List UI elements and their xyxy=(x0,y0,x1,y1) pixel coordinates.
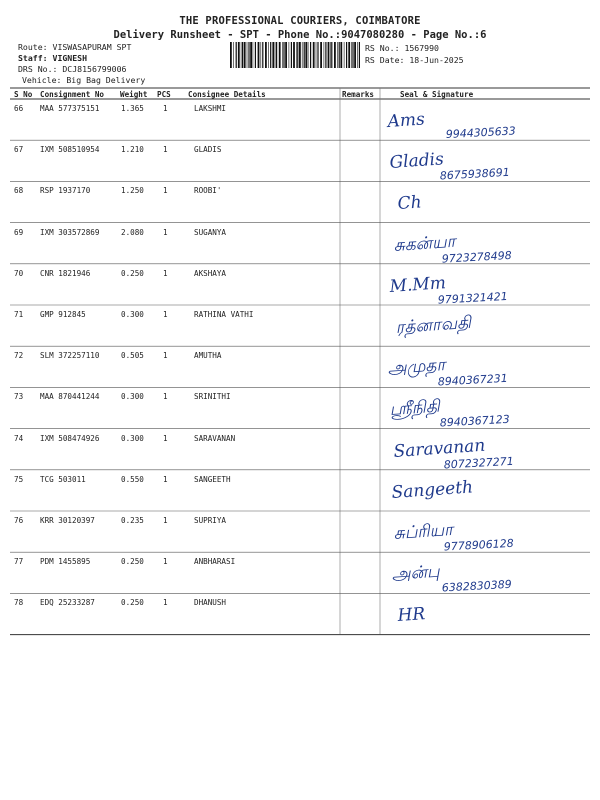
row-consignee: SANGEETH xyxy=(194,474,231,484)
signature-name: சுப்ரியா xyxy=(392,519,454,544)
rs-no-value: 1567990 xyxy=(404,43,439,53)
row-sno: 75 xyxy=(14,474,24,484)
column-header-consignee: Consignee Details xyxy=(188,90,266,99)
row-weight: 2.080 xyxy=(121,227,144,237)
row-consignee: LAKSHMI xyxy=(194,104,227,113)
row-weight: 0.550 xyxy=(121,474,144,484)
signature-phone: 8940367231 xyxy=(437,372,509,389)
column-header-remarks: Remarks xyxy=(342,90,375,99)
row-sno: 68 xyxy=(14,186,24,196)
row-consignment-no: PDM 1455895 xyxy=(40,557,91,567)
row-consignment-no: IXM 508474926 xyxy=(40,433,100,443)
handwritten-signature-image xyxy=(380,268,600,312)
signature xyxy=(380,103,600,147)
signature xyxy=(380,474,600,518)
signature-phone: 9778906128 xyxy=(443,536,515,554)
row-consignee: AKSHAYA xyxy=(194,268,227,278)
signature-name: Ams xyxy=(386,109,426,132)
row-weight: 1.365 xyxy=(121,104,144,113)
handwritten-signature-image xyxy=(380,103,600,147)
row-consignee: SUGANYA xyxy=(194,227,227,237)
rs-date-label: RS Date: xyxy=(365,55,405,65)
signature xyxy=(380,268,600,312)
route-label: Route: xyxy=(18,42,48,52)
column-header-pcs: PCS xyxy=(157,90,171,99)
signature xyxy=(380,144,600,188)
runsheet-subtitle: Delivery Runsheet - SPT - Phone No.:9047080280 - Page No.:6 xyxy=(113,29,487,41)
row-consignment-no: MAA 870441244 xyxy=(40,392,100,402)
row-weight: 0.250 xyxy=(121,598,144,608)
vehicle-label: Vehicle: xyxy=(22,75,62,85)
row-pcs: 1 xyxy=(163,598,168,608)
signature xyxy=(380,597,600,641)
staff-label: Staff: xyxy=(18,53,48,63)
handwritten-signature-image xyxy=(380,433,600,477)
row-consignee: SRINITHI xyxy=(194,392,231,402)
row-pcs: 1 xyxy=(163,268,168,278)
row-sno: 71 xyxy=(14,310,24,319)
row-sno: 74 xyxy=(14,433,24,443)
signature-phone: 8072327271 xyxy=(443,454,515,472)
row-sno: 67 xyxy=(14,145,24,155)
handwritten-signature-image xyxy=(380,227,600,271)
row-weight: 1.210 xyxy=(121,145,144,155)
handwritten-signature-image xyxy=(380,185,600,229)
signature-name: Ch xyxy=(396,192,423,215)
row-consignee: RATHINA VATHI xyxy=(194,310,254,319)
signature xyxy=(380,515,600,559)
row-pcs: 1 xyxy=(163,474,168,484)
handwritten-signature-image xyxy=(380,556,600,600)
row-sno: 72 xyxy=(14,351,24,361)
row-pcs: 1 xyxy=(163,145,168,155)
row-weight: 0.235 xyxy=(121,516,144,525)
row-sno: 73 xyxy=(14,392,24,402)
row-sno: 77 xyxy=(14,557,24,567)
row-pcs: 1 xyxy=(163,227,168,237)
row-consignment-no: IXM 303572869 xyxy=(40,227,100,237)
column-header-signature: Seal & Signature xyxy=(400,90,474,99)
signature-name: அன்பு xyxy=(390,561,441,586)
row-consignee: SARAVANAN xyxy=(194,433,236,443)
signature-name: Saravanan xyxy=(392,435,486,462)
row-pcs: 1 xyxy=(163,557,168,567)
row-consignment-no: IXM 508510954 xyxy=(40,145,100,155)
row-consignee: ROOBI' xyxy=(194,186,222,196)
signature xyxy=(380,227,600,271)
signature-name: அமுதா xyxy=(386,355,446,380)
row-pcs: 1 xyxy=(163,351,168,361)
signature-name: Gladis xyxy=(388,149,445,174)
row-consignment-no: EDQ 25233287 xyxy=(40,598,95,608)
row-pcs: 1 xyxy=(163,186,168,196)
row-consignment-no: GMP 912845 xyxy=(40,310,86,319)
vehicle-value: Big Bag Delivery xyxy=(66,75,146,85)
row-pcs: 1 xyxy=(163,433,168,443)
signature-phone: 9944305633 xyxy=(445,124,517,142)
company-title: THE PROFESSIONAL COURIERS, COIMBATORE xyxy=(179,15,421,27)
drs-value: DCJ8156799006 xyxy=(62,64,127,74)
signature-name: M.Mm xyxy=(388,272,447,297)
signature xyxy=(380,433,600,477)
row-consignment-no: RSP 1937170 xyxy=(40,186,91,196)
row-consignee: SUPRIYA xyxy=(194,516,227,525)
signature-phone: 6382830389 xyxy=(441,578,513,595)
row-pcs: 1 xyxy=(163,392,168,402)
row-consignee: GLADIS xyxy=(194,145,222,155)
rs-date-value: 18-Jun-2025 xyxy=(409,55,464,65)
handwritten-signature-image xyxy=(380,391,600,435)
row-weight: 0.300 xyxy=(121,310,144,319)
row-pcs: 1 xyxy=(163,310,168,319)
signature-phone: 8675938691 xyxy=(439,166,511,183)
row-pcs: 1 xyxy=(163,516,168,525)
column-header-weight: Weight xyxy=(120,90,148,99)
handwritten-signature-image xyxy=(380,515,600,559)
row-consignee: ANBHARASI xyxy=(194,557,236,567)
signature xyxy=(380,556,600,600)
drs-label: DRS No.: xyxy=(18,64,58,74)
rs-no-label: RS No.: xyxy=(365,43,400,53)
signature-name: சுகன்யா xyxy=(392,231,457,256)
row-consignee: DHANUSH xyxy=(194,598,227,608)
row-sno: 70 xyxy=(14,268,24,278)
handwritten-signature-image xyxy=(380,144,600,188)
signature-name: ஸ்ரீநிதி xyxy=(388,396,441,421)
row-weight: 0.300 xyxy=(121,392,144,402)
signature-name: ரத்னாவதி xyxy=(394,312,472,338)
row-weight: 0.250 xyxy=(121,268,144,278)
column-header-sno: S No xyxy=(14,90,33,99)
row-sno: 69 xyxy=(14,227,24,237)
handwritten-signature-image xyxy=(380,597,600,641)
signature xyxy=(380,391,600,435)
signature-phone: 8940367123 xyxy=(439,413,511,430)
row-consignment-no: KRR 30120397 xyxy=(40,516,95,525)
signature xyxy=(380,350,600,394)
row-sno: 66 xyxy=(14,104,24,113)
route-value: VISWASAPURAM SPT xyxy=(52,42,132,52)
row-weight: 0.250 xyxy=(121,557,144,567)
row-sno: 78 xyxy=(14,598,24,608)
row-pcs: 1 xyxy=(163,104,168,113)
handwritten-signature-image xyxy=(380,309,600,353)
handwritten-signature-image xyxy=(380,474,600,518)
row-consignment-no: CNR 1821946 xyxy=(40,268,91,278)
signature xyxy=(380,185,600,229)
row-sno: 76 xyxy=(14,516,24,525)
signature xyxy=(380,309,600,353)
row-weight: 1.250 xyxy=(121,186,144,196)
row-consignment-no: TCG 503011 xyxy=(40,474,86,484)
staff-value: VIGNESH xyxy=(52,53,88,63)
row-consignee: AMUTHA xyxy=(194,351,222,361)
signature-phone: 9723278498 xyxy=(441,248,513,266)
row-weight: 0.505 xyxy=(121,351,144,361)
row-consignment-no: MAA 577375151 xyxy=(40,104,100,113)
column-header-consignment: Consignment No xyxy=(40,90,105,99)
signature-name: Sangeeth xyxy=(390,477,474,503)
row-weight: 0.300 xyxy=(121,433,144,443)
signature-phone: 9791321421 xyxy=(437,289,509,307)
signature-name: HR xyxy=(396,604,426,627)
handwritten-signature-image xyxy=(380,350,600,394)
row-consignment-no: SLM 372257110 xyxy=(40,351,100,361)
